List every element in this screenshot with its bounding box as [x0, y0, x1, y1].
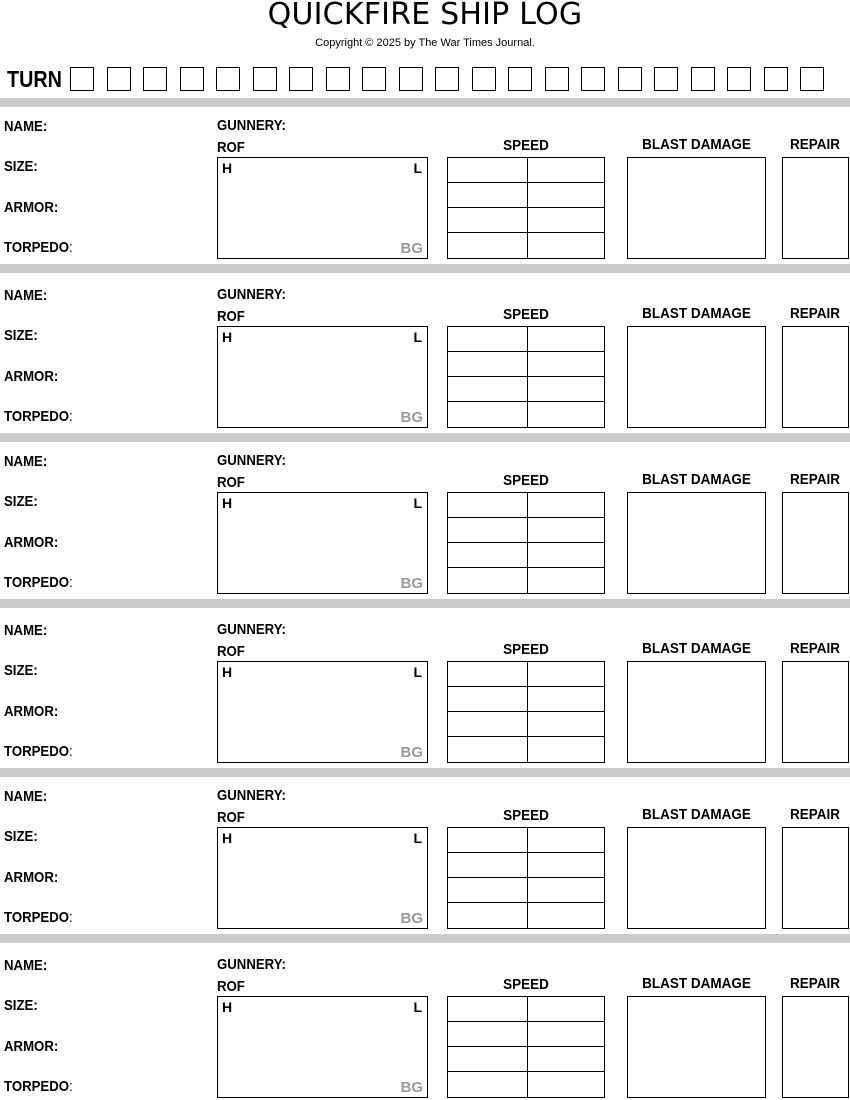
speed-cell[interactable]	[448, 687, 528, 712]
size-label: SIZE:	[4, 493, 38, 510]
rof-low-label: L	[413, 999, 422, 1015]
torpedo-field[interactable]	[85, 574, 186, 592]
name-field[interactable]	[60, 118, 183, 136]
turn-label: TURN	[7, 66, 62, 92]
speed-cell[interactable]	[448, 853, 528, 878]
armor-field[interactable]	[70, 199, 184, 217]
torpedo-label-text: TORPEDO	[4, 239, 70, 256]
turn-box[interactable]	[326, 67, 350, 91]
rof-bg-label: BG	[400, 409, 423, 426]
torpedo-label	[4, 909, 73, 926]
rof-high-label: H	[222, 830, 233, 846]
section-divider	[0, 599, 850, 608]
torpedo-label-text: TORPEDO	[4, 574, 70, 591]
blast-damage-label: BLAST DAMAGE	[642, 975, 751, 992]
size-field[interactable]	[50, 997, 182, 1015]
rof-box[interactable]	[217, 827, 428, 929]
armor-label: ARMOR:	[4, 869, 59, 886]
turn-box[interactable]	[800, 67, 824, 91]
turn-box[interactable]	[107, 67, 131, 91]
rof-bg-label: BG	[400, 910, 423, 927]
speed-cell[interactable]	[528, 493, 604, 518]
turn-box[interactable]	[143, 67, 167, 91]
rof-box[interactable]	[217, 661, 428, 763]
turn-box[interactable]	[435, 67, 459, 91]
speed-cell[interactable]	[528, 1047, 604, 1072]
turn-box[interactable]	[253, 67, 277, 91]
turn-box[interactable]	[618, 67, 642, 91]
rof-high-label: H	[222, 999, 233, 1015]
blast-damage-box[interactable]	[627, 996, 766, 1098]
rof-high-label: H	[222, 329, 233, 345]
rof-box[interactable]	[217, 996, 428, 1098]
armor-label: ARMOR:	[4, 703, 59, 720]
speed-cell[interactable]	[528, 712, 604, 737]
rof-box[interactable]	[217, 157, 428, 259]
speed-cell[interactable]	[448, 878, 528, 903]
blast-damage-box[interactable]	[627, 326, 766, 428]
torpedo-label	[4, 1078, 73, 1095]
gunnery-label: GUNNERY:	[217, 621, 286, 638]
speed-label: SPEED	[503, 137, 549, 154]
armor-field[interactable]	[70, 368, 184, 386]
torpedo-label-text: TORPEDO	[4, 1078, 70, 1095]
turn-box[interactable]	[216, 67, 240, 91]
speed-cell[interactable]	[528, 158, 604, 183]
repair-box[interactable]	[782, 326, 849, 428]
turn-box[interactable]	[70, 67, 94, 91]
gunnery-label: GUNNERY:	[217, 787, 286, 804]
speed-cell[interactable]	[448, 352, 528, 377]
rof-bg-label: BG	[400, 240, 423, 257]
turn-box[interactable]	[764, 67, 788, 91]
speed-cell[interactable]	[448, 233, 528, 258]
torpedo-label-colon: :	[69, 743, 73, 760]
speed-grid	[447, 827, 605, 929]
turn-box[interactable]	[289, 67, 313, 91]
torpedo-field[interactable]	[85, 408, 186, 426]
repair-label: REPAIR	[789, 305, 841, 322]
gunnery-field[interactable]	[300, 956, 414, 974]
turn-box[interactable]	[508, 67, 532, 91]
speed-label: SPEED	[503, 306, 549, 323]
speed-cell[interactable]	[448, 402, 528, 427]
blast-damage-box[interactable]	[627, 492, 766, 594]
name-label: NAME:	[4, 287, 48, 304]
torpedo-label-colon: :	[69, 1078, 73, 1095]
torpedo-label-colon: :	[69, 239, 73, 256]
gunnery-field[interactable]	[300, 621, 414, 639]
name-field[interactable]	[60, 453, 183, 471]
speed-cell[interactable]	[528, 662, 604, 687]
repair-box[interactable]	[782, 827, 849, 929]
speed-cell[interactable]	[448, 208, 528, 233]
torpedo-field[interactable]	[85, 239, 186, 257]
rof-low-label: L	[413, 664, 422, 680]
torpedo-label-colon: :	[69, 408, 73, 425]
repair-box[interactable]	[782, 157, 849, 259]
rof-bg-label: BG	[400, 1079, 423, 1096]
torpedo-label-text: TORPEDO	[4, 743, 70, 760]
rof-high-label: H	[222, 664, 233, 680]
speed-cell[interactable]	[528, 997, 604, 1022]
speed-cell[interactable]	[528, 208, 604, 233]
torpedo-label	[4, 408, 73, 425]
size-label: SIZE:	[4, 327, 38, 344]
rof-box[interactable]	[217, 326, 428, 428]
torpedo-label-text: TORPEDO	[4, 408, 70, 425]
speed-cell[interactable]	[528, 568, 604, 593]
rof-low-label: L	[413, 329, 422, 345]
repair-box[interactable]	[782, 661, 849, 763]
name-field[interactable]	[60, 622, 183, 640]
speed-cell[interactable]	[448, 903, 528, 928]
rof-label: ROF	[217, 643, 245, 660]
speed-cell[interactable]	[528, 377, 604, 402]
armor-field[interactable]	[70, 1038, 184, 1056]
blast-damage-label: BLAST DAMAGE	[642, 136, 751, 153]
speed-cell[interactable]	[528, 518, 604, 543]
size-field[interactable]	[50, 828, 182, 846]
gunnery-field[interactable]	[300, 286, 414, 304]
armor-label: ARMOR:	[4, 368, 59, 385]
armor-field[interactable]	[70, 703, 184, 721]
turn-box[interactable]	[691, 67, 715, 91]
speed-cell[interactable]	[528, 687, 604, 712]
speed-cell[interactable]	[528, 737, 604, 762]
rof-box[interactable]	[217, 492, 428, 594]
armor-field[interactable]	[70, 869, 184, 887]
speed-cell[interactable]	[448, 997, 528, 1022]
gunnery-label: GUNNERY:	[217, 286, 286, 303]
blast-damage-label: BLAST DAMAGE	[642, 806, 751, 823]
size-field[interactable]	[50, 662, 182, 680]
armor-label: ARMOR:	[4, 199, 59, 216]
speed-cell[interactable]	[528, 543, 604, 568]
turn-box[interactable]	[362, 67, 386, 91]
speed-cell[interactable]	[448, 158, 528, 183]
gunnery-field[interactable]	[300, 117, 414, 135]
gunnery-field[interactable]	[300, 787, 414, 805]
speed-cell[interactable]	[528, 1072, 604, 1097]
speed-grid	[447, 996, 605, 1098]
section-divider	[0, 768, 850, 777]
blast-damage-box[interactable]	[627, 661, 766, 763]
speed-cell[interactable]	[528, 233, 604, 258]
turn-box[interactable]	[727, 67, 751, 91]
blast-damage-label: BLAST DAMAGE	[642, 640, 751, 657]
armor-label: ARMOR:	[4, 534, 59, 551]
gunnery-label: GUNNERY:	[217, 956, 286, 973]
name-label: NAME:	[4, 118, 48, 135]
speed-cell[interactable]	[528, 828, 604, 853]
speed-label: SPEED	[503, 807, 549, 824]
page-title: QUICKFIRE SHIP LOG	[267, 0, 583, 32]
torpedo-label-colon: :	[69, 574, 73, 591]
copyright-notice: Copyright © 2025 by The War Times Journal.	[315, 37, 535, 49]
armor-field[interactable]	[70, 534, 184, 552]
speed-grid	[447, 157, 605, 259]
size-field[interactable]	[50, 327, 182, 345]
rof-label: ROF	[217, 308, 245, 325]
speed-cell[interactable]	[528, 402, 604, 427]
turn-box[interactable]	[472, 67, 496, 91]
rof-label: ROF	[217, 809, 245, 826]
turn-box[interactable]	[581, 67, 605, 91]
speed-cell[interactable]	[528, 183, 604, 208]
torpedo-field[interactable]	[85, 743, 186, 761]
torpedo-label	[4, 743, 73, 760]
speed-cell[interactable]	[528, 903, 604, 928]
gunnery-label: GUNNERY:	[217, 117, 286, 134]
size-label: SIZE:	[4, 158, 38, 175]
speed-cell[interactable]	[448, 1022, 528, 1047]
speed-label: SPEED	[503, 472, 549, 489]
rof-bg-label: BG	[400, 744, 423, 761]
blast-damage-label: BLAST DAMAGE	[642, 305, 751, 322]
section-divider	[0, 934, 850, 943]
section-divider	[0, 433, 850, 442]
armor-label: ARMOR:	[4, 1038, 59, 1055]
speed-cell[interactable]	[448, 183, 528, 208]
rof-high-label: H	[222, 495, 233, 511]
repair-label: REPAIR	[789, 640, 841, 657]
speed-cell[interactable]	[448, 327, 528, 352]
name-label: NAME:	[4, 957, 48, 974]
turn-box[interactable]	[654, 67, 678, 91]
speed-cell[interactable]	[448, 518, 528, 543]
torpedo-field[interactable]	[85, 909, 186, 927]
speed-label: SPEED	[503, 976, 549, 993]
speed-cell[interactable]	[528, 853, 604, 878]
repair-label: REPAIR	[789, 806, 841, 823]
blast-damage-box[interactable]	[627, 827, 766, 929]
rof-label: ROF	[217, 474, 245, 491]
speed-cell[interactable]	[448, 493, 528, 518]
speed-cell[interactable]	[448, 712, 528, 737]
torpedo-label-colon: :	[69, 909, 73, 926]
size-field[interactable]	[50, 493, 182, 511]
speed-grid	[447, 492, 605, 594]
torpedo-field[interactable]	[85, 1078, 186, 1096]
gunnery-label: GUNNERY:	[217, 452, 286, 469]
repair-label: REPAIR	[789, 471, 841, 488]
speed-cell[interactable]	[528, 327, 604, 352]
speed-label: SPEED	[503, 641, 549, 658]
rof-label: ROF	[217, 978, 245, 995]
speed-grid	[447, 661, 605, 763]
size-field[interactable]	[50, 158, 182, 176]
speed-cell[interactable]	[528, 1022, 604, 1047]
speed-cell[interactable]	[528, 352, 604, 377]
rof-low-label: L	[413, 160, 422, 176]
torpedo-label	[4, 574, 73, 591]
repair-label: REPAIR	[789, 975, 841, 992]
name-field[interactable]	[60, 957, 183, 975]
section-divider	[0, 98, 850, 107]
repair-box[interactable]	[782, 996, 849, 1098]
speed-cell[interactable]	[448, 737, 528, 762]
speed-cell[interactable]	[448, 1072, 528, 1097]
name-label: NAME:	[4, 453, 48, 470]
rof-low-label: L	[413, 495, 422, 511]
section-divider	[0, 264, 850, 273]
speed-cell[interactable]	[448, 1047, 528, 1072]
repair-label: REPAIR	[789, 136, 841, 153]
size-label: SIZE:	[4, 828, 38, 845]
blast-damage-box[interactable]	[627, 157, 766, 259]
rof-label: ROF	[217, 139, 245, 156]
rof-bg-label: BG	[400, 575, 423, 592]
blast-damage-label: BLAST DAMAGE	[642, 471, 751, 488]
size-label: SIZE:	[4, 997, 38, 1014]
turn-box[interactable]	[399, 67, 423, 91]
speed-cell[interactable]	[448, 377, 528, 402]
speed-cell[interactable]	[448, 568, 528, 593]
turn-box[interactable]	[180, 67, 204, 91]
name-field[interactable]	[60, 287, 183, 305]
name-field[interactable]	[60, 788, 183, 806]
speed-grid	[447, 326, 605, 428]
speed-cell[interactable]	[448, 543, 528, 568]
rof-high-label: H	[222, 160, 233, 176]
torpedo-label	[4, 239, 73, 256]
rof-low-label: L	[413, 830, 422, 846]
speed-cell[interactable]	[448, 662, 528, 687]
turn-box[interactable]	[545, 67, 569, 91]
gunnery-field[interactable]	[300, 452, 414, 470]
name-label: NAME:	[4, 622, 48, 639]
speed-cell[interactable]	[528, 878, 604, 903]
torpedo-label-text: TORPEDO	[4, 909, 70, 926]
name-label: NAME:	[4, 788, 48, 805]
size-label: SIZE:	[4, 662, 38, 679]
repair-box[interactable]	[782, 492, 849, 594]
speed-cell[interactable]	[448, 828, 528, 853]
